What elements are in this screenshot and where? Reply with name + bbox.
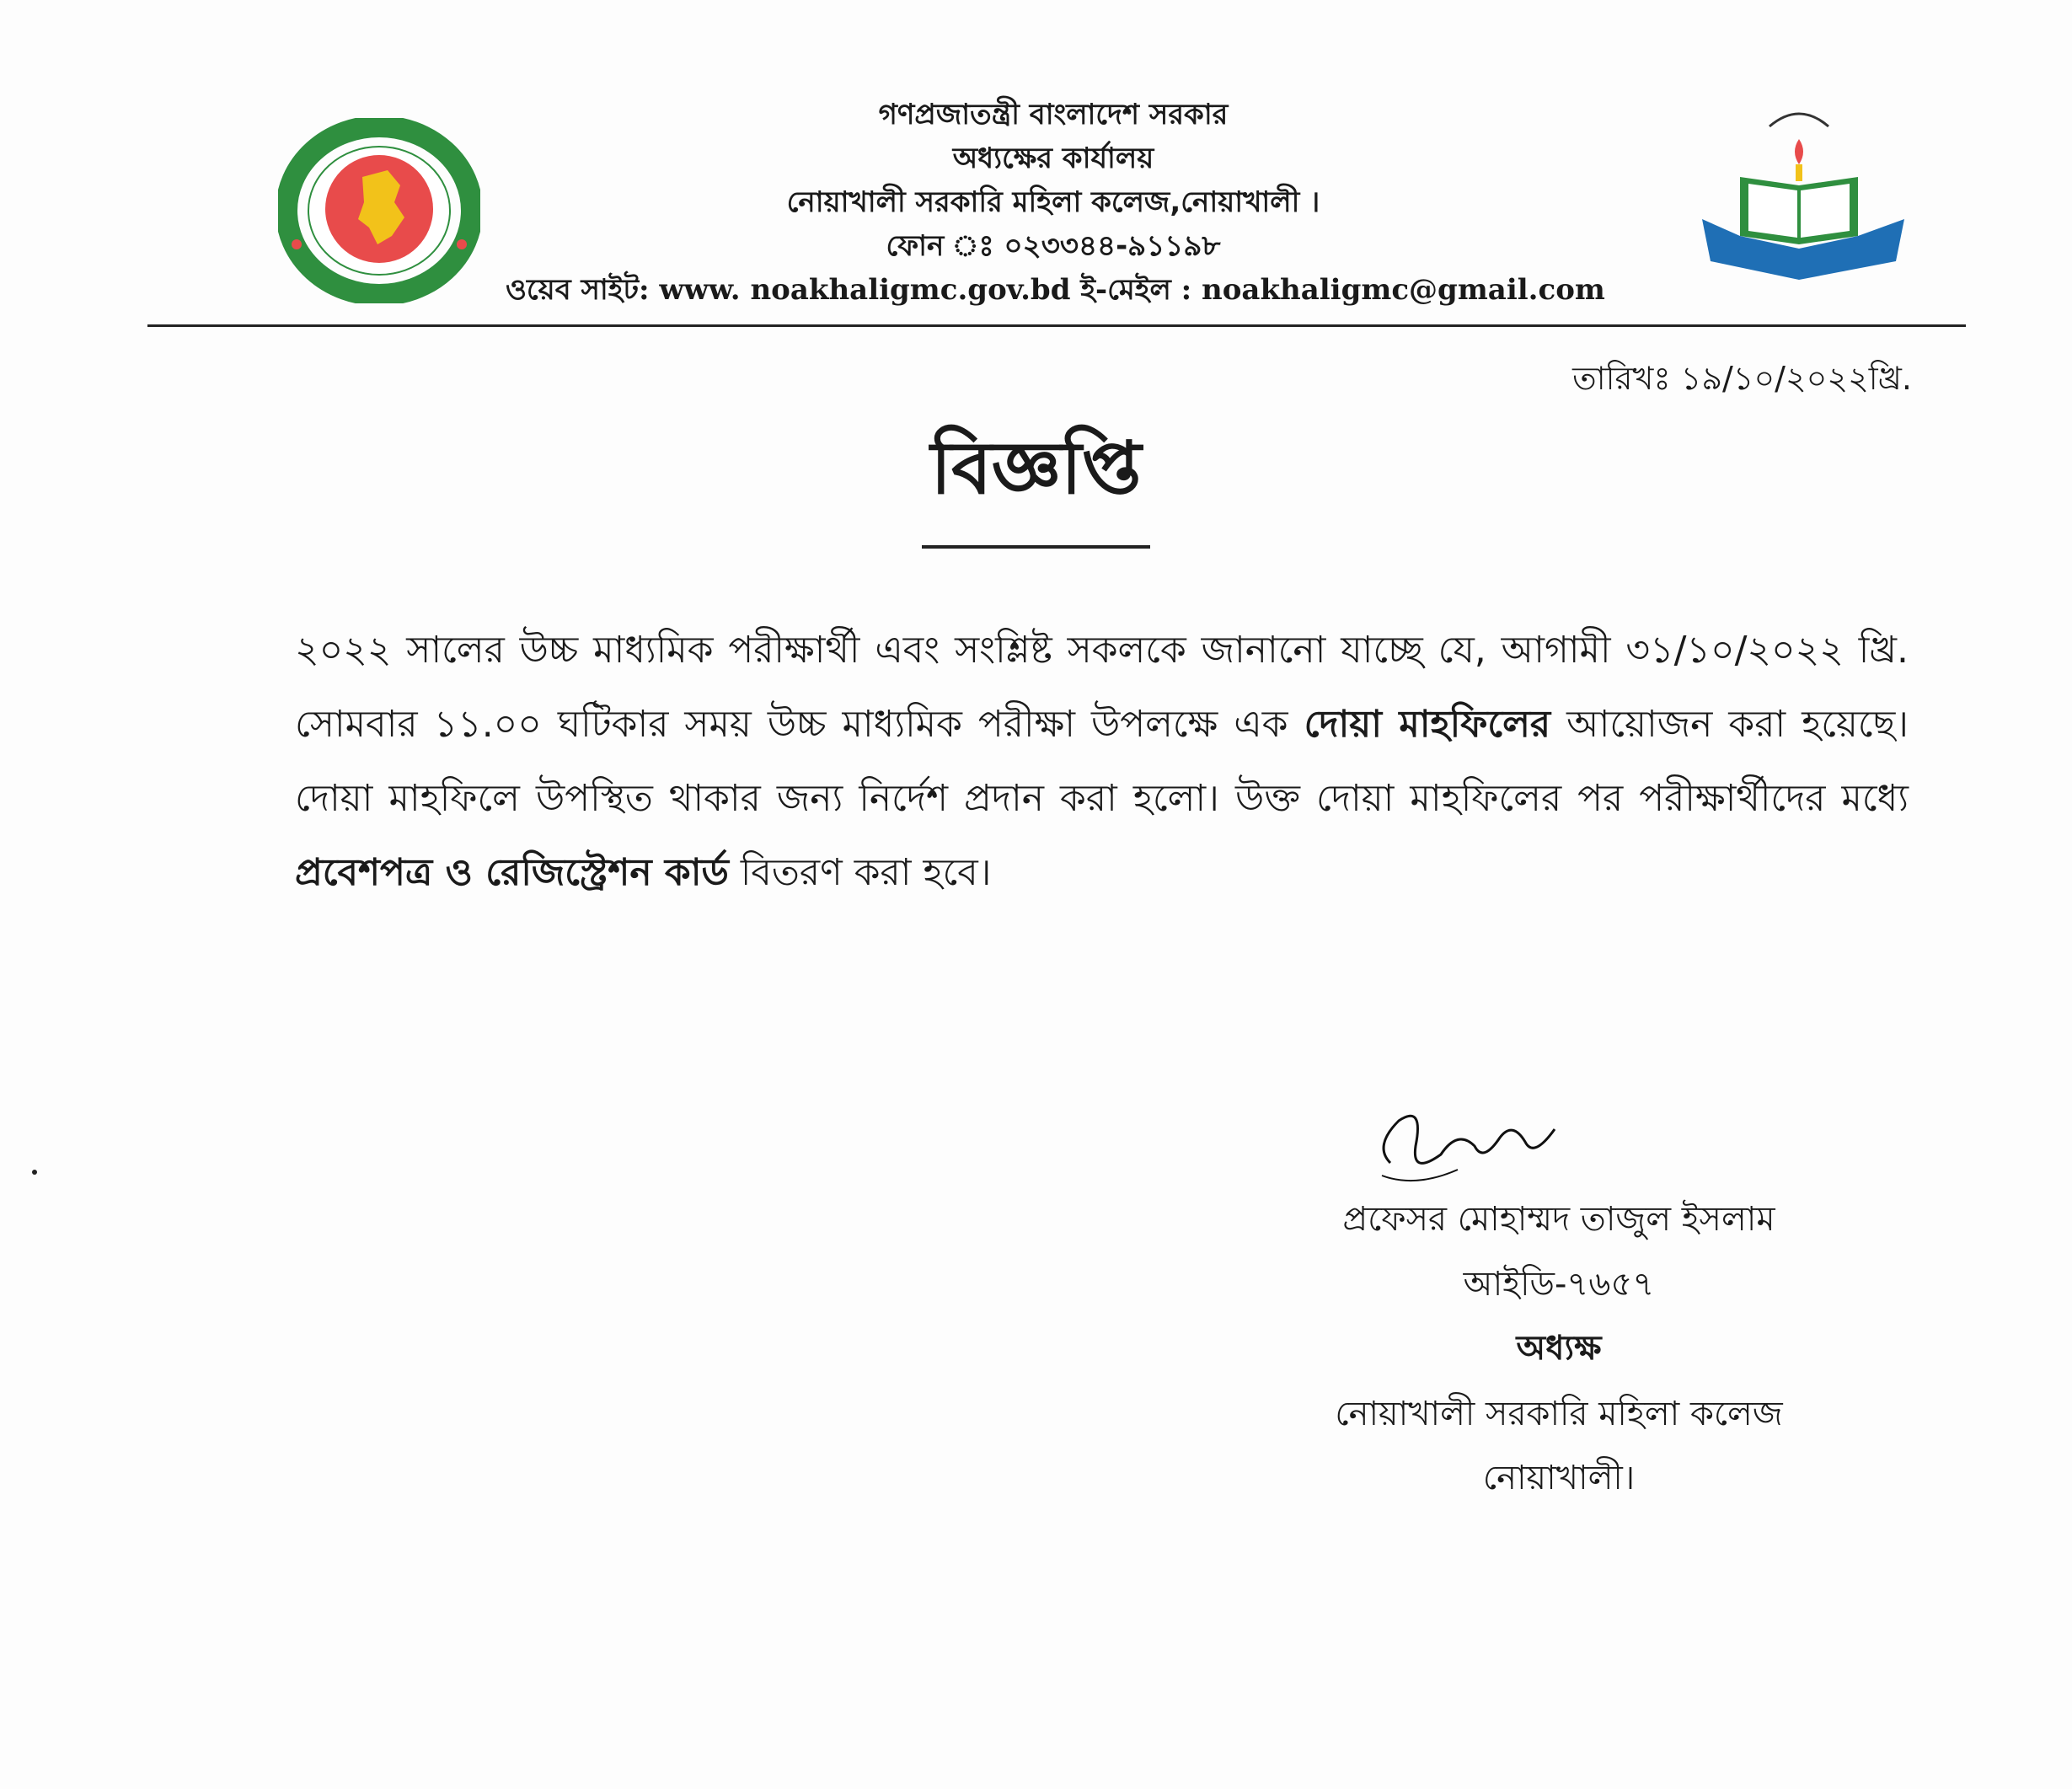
notice-body <box>295 613 1909 910</box>
body-text-1: ২০২২ সালের উচ্চ মাধ্যমিক পরীক্ষার্থী এবং সংশ্লিষ্ট সকলকে জানানো যাচ্ছে যে, আগামী ৩১/১০/২০২২ খ্রি. সোমবার ১১.০০ ঘটিকার সময় উচ্চ মাধ্যমিক পরীক্ষা উপলক্ষে এক <box>295 629 1909 746</box>
phone-number: ফোন ঃ ০২৩৩৪৪-৯১১৯৮ <box>886 229 1221 263</box>
website-email: ওয়েব সাইট: www. noakhaligmc.gov.bd ই-মেইল : noakhaligmc@gmail.com <box>506 273 1605 307</box>
office-name: অধ্যক্ষের কার্যালয় <box>952 142 1154 175</box>
college-logo <box>1689 93 1917 287</box>
notice-title: বিজ্ঞপ্তি <box>922 413 1149 549</box>
body-text-2: আয়োজন করা হয়েছে। দোয়া মাহফিলে উপস্থিত থাকার জন্য নির্দেশ প্রদান করা হলো। উক্ত দোয়া মাহফিলের পর পরীক্ষার্থীদের মধ্যে <box>295 703 1909 820</box>
notice-date: তারিখঃ ১৯/১০/২০২২খ্রি. <box>1572 360 1912 397</box>
body-text-3: বিতরণ করা হবে। <box>728 851 992 894</box>
header-divider <box>147 324 1966 327</box>
government-seal-logo <box>278 118 480 303</box>
body-bold-1: দোয়া মাহফিলের <box>1304 703 1551 746</box>
signatory-id: আইডি-৭৬৫৭ <box>1463 1265 1655 1304</box>
title-wrap <box>0 413 2072 549</box>
body-bold-2: প্রবেশপত্র ও রেজিস্ট্রেশন কার্ড <box>295 851 729 894</box>
signatory-place: নোয়াখালী। <box>1482 1459 1636 1497</box>
college-name: নোয়াখালী সরকারি মহিলা কলেজ,নোয়াখালী । <box>786 185 1320 219</box>
letterhead <box>506 93 1605 307</box>
handwritten-signature <box>1365 1095 1584 1197</box>
signatory-name: প্রফেসর মোহাম্মদ তাজুল ইসলাম <box>1342 1200 1775 1239</box>
govt-name: গণপ্রজাতন্ত্রী বাংলাদেশ সরকার <box>878 98 1229 131</box>
scan-speck <box>32 1170 37 1175</box>
signatory-designation: অধ্যক্ষ <box>1516 1329 1602 1368</box>
signatory-institution: নোয়াখালী সরকারি মহিলা কলেজ <box>1335 1395 1783 1433</box>
